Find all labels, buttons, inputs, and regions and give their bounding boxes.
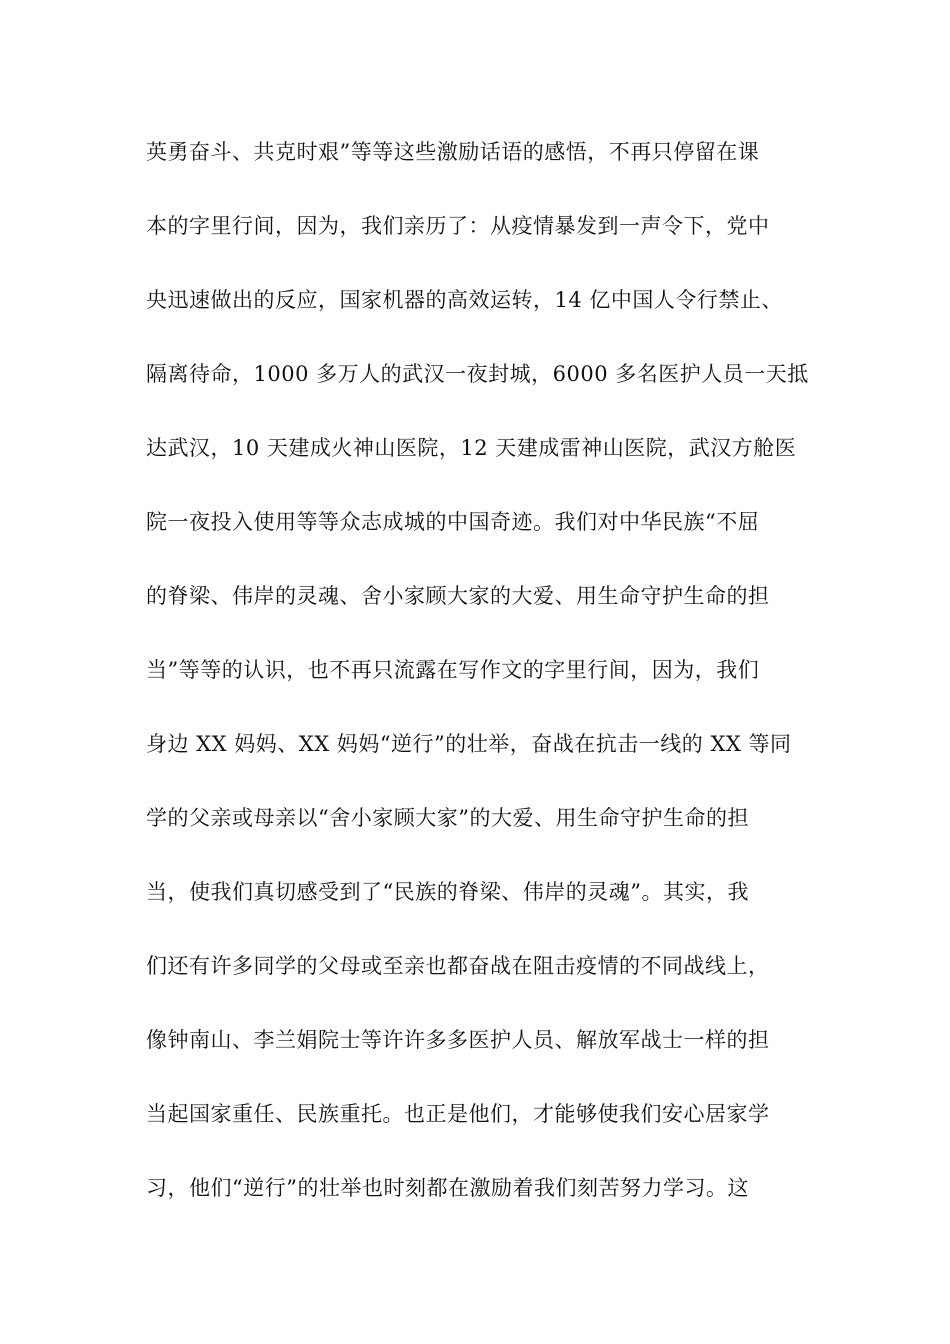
text-line: 当”等等的认识，也不再只流露在写作文的字里行间，因为，我们 [146, 658, 760, 682]
text-line: 们还有许多同学的父母或至亲也都奋战在阻击疫情的不同战线上， [146, 954, 770, 978]
text-line: 英勇奋斗、共克时艰”等等这些激励话语的感悟，不再只停留在课 [146, 140, 760, 164]
text-line: 当，使我们真切感受到了“民族的脊梁、伟岸的灵魂”。其实，我 [146, 880, 749, 904]
text-line: 本的字里行间，因为，我们亲历了：从疫情暴发到一声令下，党中 [146, 214, 770, 238]
text-line: 院一夜投入使用等等众志成城的中国奇迹。我们对中华民族“不屈 [146, 510, 760, 534]
text-line: 身边 XX 妈妈、XX 妈妈“逆行”的壮举，奋战在抗击一线的 XX 等同 [146, 732, 792, 756]
text-line: 学的父亲或母亲以“舍小家顾大家”的大爱、用生命守护生命的担 [146, 806, 749, 830]
text-line: 隔离待命，1000 多万人的武汉一夜封城，6000 多名医护人员一天抵 [146, 362, 809, 386]
text-line: 央迅速做出的反应，国家机器的高效运转，14 亿中国人令行禁止、 [146, 288, 783, 312]
body-paragraph [146, 129, 809, 1239]
text-line: 像钟南山、李兰娟院士等许许多多医护人员、解放军战士一样的担 [146, 1028, 770, 1052]
text-line: 的脊梁、伟岸的灵魂、舍小家顾大家的大爱、用生命守护生命的担 [146, 584, 770, 608]
text-line: 达武汉，10 天建成火神山医院，12 天建成雷神山医院，武汉方舱医 [146, 436, 797, 460]
text-line: 习，他们“逆行”的壮举也时刻都在激励着我们刻苦努力学习。这 [146, 1176, 749, 1200]
text-line: 当起国家重任、民族重托。也正是他们，才能够使我们安心居家学 [146, 1102, 770, 1126]
